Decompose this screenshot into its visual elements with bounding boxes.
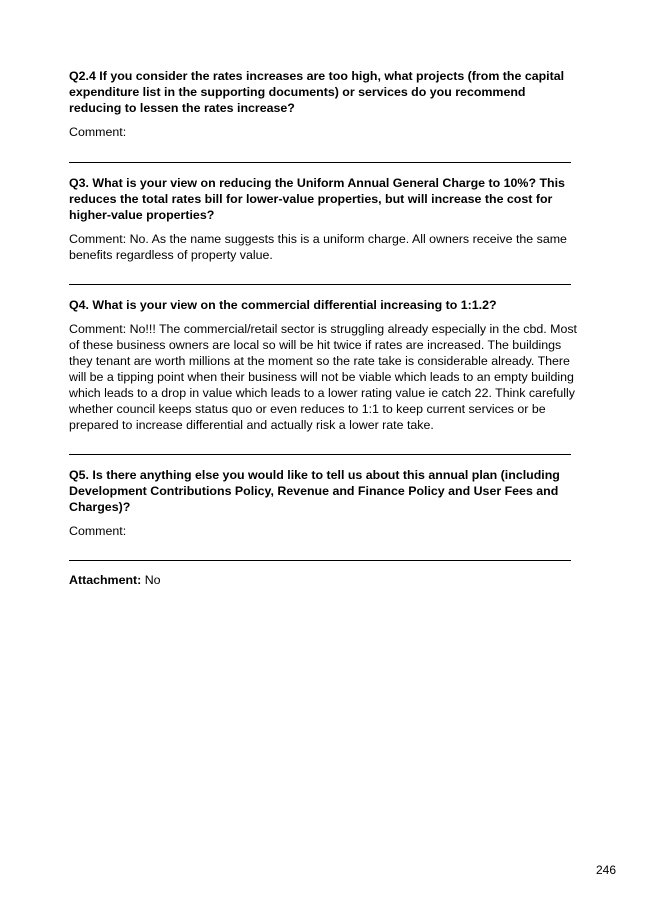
section-divider bbox=[69, 560, 571, 561]
comment-text: Comment: No!!! The commercial/retail sector is struggling already especially in the cbd. Most of these business owners are local so will be hit twice if rates are increased. The buildings they tenant are worth millions at the moment so the rate take is considerable already. There will be a tipping point when their business will not be viable which leads to an empty building which leads to a drop in value which leads to a lower rating value ie catch 22. Think carefully whether council keeps status quo or even reduces to 1:1 to keep current services or be prepared to increase differential and actually risk a lower rate take. bbox=[69, 322, 577, 432]
comment-text: Comment: bbox=[69, 125, 127, 139]
attachment-line bbox=[69, 572, 579, 588]
question-heading: Q3. What is your view on reducing the Uniform Annual General Charge to 10%? This reduces the total rates bill for lower-value properties, but will increase the cost for higher-value properties? bbox=[69, 176, 565, 222]
comment-text: Comment: bbox=[69, 524, 127, 538]
document-body bbox=[69, 68, 579, 588]
page-number: 246 bbox=[595, 863, 616, 877]
attachment-label: Attachment: bbox=[69, 573, 142, 587]
section-divider bbox=[69, 284, 571, 285]
question-heading: Q4. What is your view on the commercial differential increasing to 1:1.2? bbox=[69, 298, 497, 312]
section-divider bbox=[69, 454, 571, 455]
question-heading: Q2.4 If you consider the rates increases are too high, what projects (from the capital expenditure list in the supporting documents) or services do you recommend reducing to lessen the rates increase? bbox=[69, 69, 565, 115]
section-divider bbox=[69, 162, 571, 163]
question-heading: Q5. Is there anything else you would like to tell us about this annual plan (including Development Contributions Policy, Revenue and Finance Policy and User Fees and Charges)? bbox=[69, 468, 560, 514]
comment-text: Comment: No. As the name suggests this is a uniform charge. All owners receive the same benefits regardless of property value. bbox=[69, 232, 567, 262]
question-section-q3 bbox=[69, 175, 579, 263]
attachment-value: No bbox=[144, 573, 161, 587]
question-section-q5 bbox=[69, 467, 579, 539]
question-section-q4 bbox=[69, 297, 579, 433]
question-section-q2-4 bbox=[69, 68, 579, 140]
